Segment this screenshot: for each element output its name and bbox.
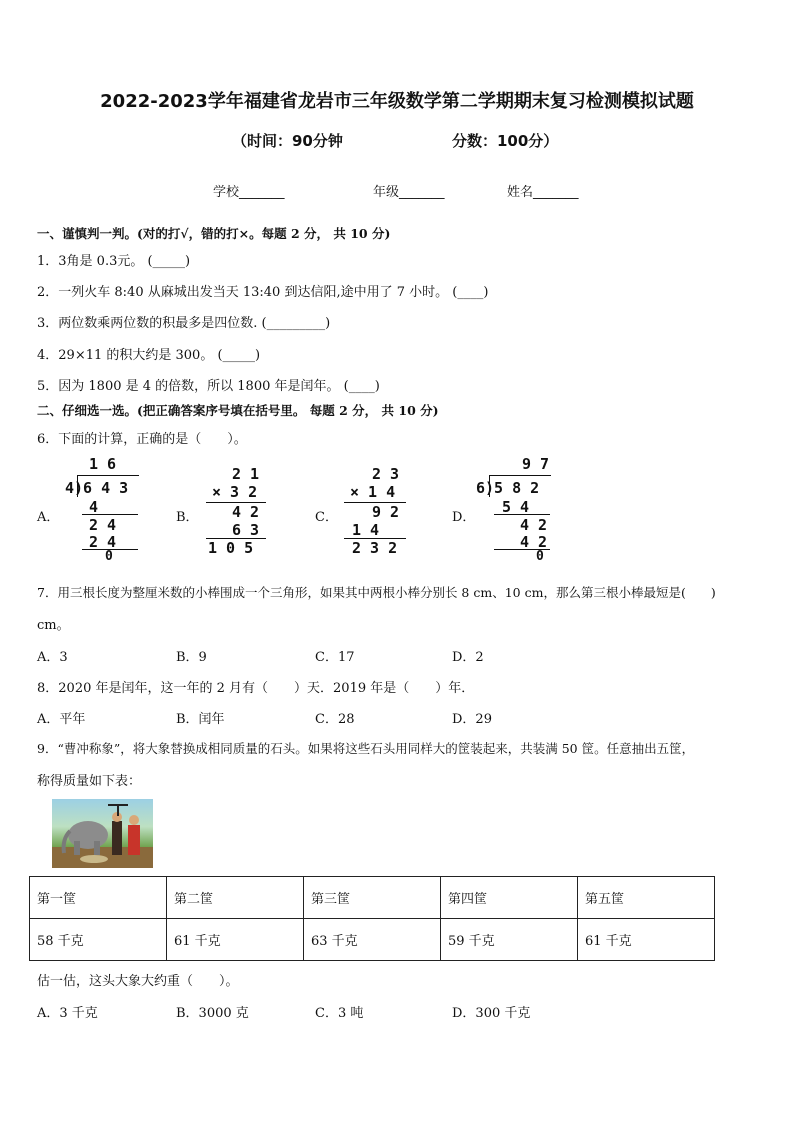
section-1-heading: 一、谨慎判一判。(对的打√，错的打×。每题 2 分， 共 10 分) <box>37 226 391 241</box>
question-8: 8．2020 年是闰年，这一年的 2 月有（ ）天．2019 年是（ ）年． <box>37 681 475 696</box>
page-title: 2022-2023学年福建省龙岩市三年级数学第二学期期末复习检测模拟试题 <box>100 91 694 112</box>
exam-score: 分数：100分） <box>452 132 559 150</box>
q9-option-a: A．3 千克 <box>37 1006 98 1021</box>
question-4: 4．29×11 的积大约是 300。 (_____) <box>37 348 261 363</box>
q6-option-c-label: C． <box>315 510 338 525</box>
table-cell: 61 千克 <box>167 919 304 961</box>
school-field: 学校_______ <box>213 185 285 200</box>
table-header-cell: 第三筐 <box>304 877 441 919</box>
question-6: 6．下面的计算，正确的是（ ）。 <box>37 432 247 447</box>
section-2-heading: 二、仔细选一选。(把正确答案序号填在括号里。 每题 2 分， 共 10 分) <box>37 403 439 418</box>
table-header-cell: 第二筐 <box>167 877 304 919</box>
q6-option-b-label: B． <box>176 510 199 525</box>
question-9-line-2: 称得质量如下表： <box>37 774 142 789</box>
table-cell: 59 千克 <box>441 919 578 961</box>
q8-option-a: A．平年 <box>37 712 86 727</box>
q6-option-a-label: A． <box>37 510 60 525</box>
elephant-illustration-icon <box>52 799 153 868</box>
question-3: 3．两位数乘两位数的积最多是四位数. (_________) <box>37 316 331 331</box>
q7-option-d: D．2 <box>452 650 484 665</box>
q7-option-b: B．9 <box>176 650 207 665</box>
q6-option-d-label: D． <box>452 510 476 525</box>
question-9-prompt: 估一估，这头大象大约重（ ）。 <box>37 974 239 989</box>
name-field: 姓名_______ <box>507 185 579 200</box>
calc-b-multiplication: 2 1 × 3 2 4 2 6 3 1 0 5 <box>198 465 278 560</box>
table-header-cell: 第五筐 <box>578 877 715 919</box>
elephant-weighing-illustration <box>52 799 153 868</box>
calc-c-multiplication: 2 3 × 1 4 9 2 1 4 2 3 2 <box>336 465 416 560</box>
question-7-unit: cm。 <box>37 618 70 633</box>
exam-time: （时间：90分钟 <box>232 132 343 150</box>
q9-option-d: D．300 千克 <box>452 1006 531 1021</box>
question-1: 1．3角是 0.3元。 (_____) <box>37 254 191 269</box>
grade-field: 年级_______ <box>373 185 445 200</box>
q8-option-c: C．28 <box>315 712 355 727</box>
q8-option-d: D．29 <box>452 712 492 727</box>
table-row <box>30 919 715 961</box>
q7-option-a: A．3 <box>37 650 68 665</box>
calc-d-division: 9 7 6)5 8 2 5 4 4 2 4 2 0 <box>476 455 550 564</box>
q9-option-b: B．3000 克 <box>176 1006 249 1021</box>
q9-option-c: C．3 吨 <box>315 1006 364 1021</box>
question-7: 7．用三根长度为整厘米数的小棒围成一个三角形，如果其中两根小棒分别长 8 cm、10 cm，那么第三根小棒最短是( ) <box>37 585 716 600</box>
table-cell: 63 千克 <box>304 919 441 961</box>
question-5: 5．因为 1800 是 4 的倍数，所以 1800 年是闰年。 (____) <box>37 379 380 394</box>
calc-a-division: 1 6 4)6 4 3 4 2 4 2 4 0 <box>60 455 150 565</box>
weight-table <box>29 876 715 961</box>
question-2: 2．一列火车 8:40 从麻城出发当天 13:40 到达信阳,途中用了 7 小时。 (____) <box>37 285 489 300</box>
question-9: 9．“曹冲称象”，将大象替换成相同质量的石头。如果将这些石头用同样大的筐装起来，共装满 50 筐。任意抽出五筐， <box>37 741 695 756</box>
q8-option-b: B．闰年 <box>176 712 225 727</box>
q7-option-c: C．17 <box>315 650 355 665</box>
table-cell: 61 千克 <box>578 919 715 961</box>
table-cell: 58 千克 <box>30 919 167 961</box>
table-header-cell: 第一筐 <box>30 877 167 919</box>
table-row <box>30 877 715 919</box>
table-header-cell: 第四筐 <box>441 877 578 919</box>
